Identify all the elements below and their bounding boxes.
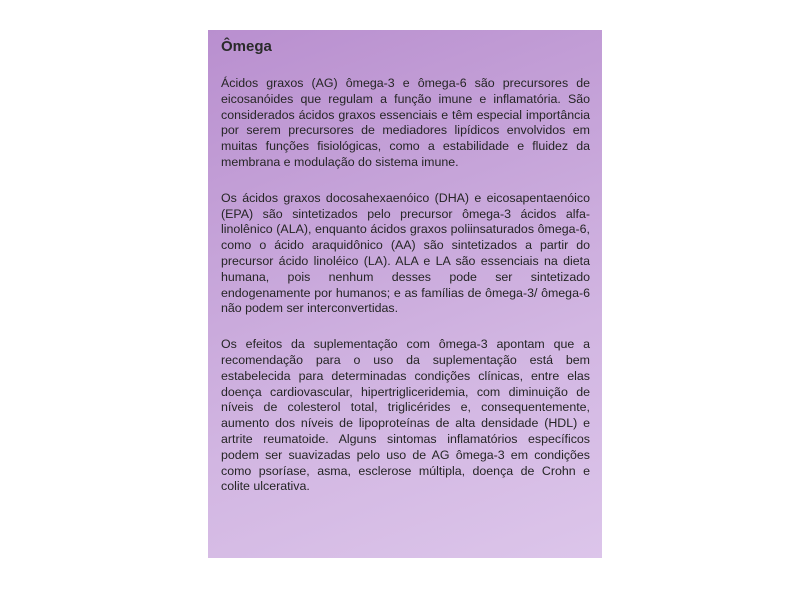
paragraph-3: Os efeitos da suplementação com ômega-3 apontam que a recomendação para o uso da suplementação está bem estabelecida para determinadas condições clínicas, entre elas doença cardiovascular, hipertrigliceridemia, com diminuição de níveis de colesterol total, triglicérides e, consequentemente, aumento dos níveis de lipoproteínas de alta densidade (HDL) e artrite reumatoide. Alguns sintomas inflamatórios específicos podem ser suavizadas pelo uso de AG ômega-3 em condições como psoríase, asma, esclerose múltipla, doença de Crohn e colite ulcerativa. <box>221 337 590 494</box>
paragraph-2: Os ácidos graxos docosahexaenóico (DHA) e eicosapentaenóico (EPA) são sintetizados pelo precursor ômega-3 ácidos alfa-linolênico (ALA), enquanto ácidos graxos poliinsaturados ômega-6, como o ácido araquidônico (AA) são sintetizados a partir do precursor ácido linoléico (LA). ALA e LA são essenciais na dieta humana, pois nenhum desses pode ser sintetizado endogenamente por humanos; e as famílias de ômega-3/ ômega-6 não podem ser interconvertidas. <box>221 190 590 316</box>
document-title: Ômega <box>221 38 272 55</box>
info-panel <box>208 30 602 558</box>
paragraph-1: Ácidos graxos (AG) ômega-3 e ômega-6 são precursores de eicosanóides que regulam a função imune e inflamatória. São considerados ácidos graxos essenciais e têm especial importância por serem precursores de mediadores lipídicos envolvidos em muitas funções fisiológicas, como a estabilidade e fluidez da membrana e modulação do sistema imune. <box>221 76 590 169</box>
